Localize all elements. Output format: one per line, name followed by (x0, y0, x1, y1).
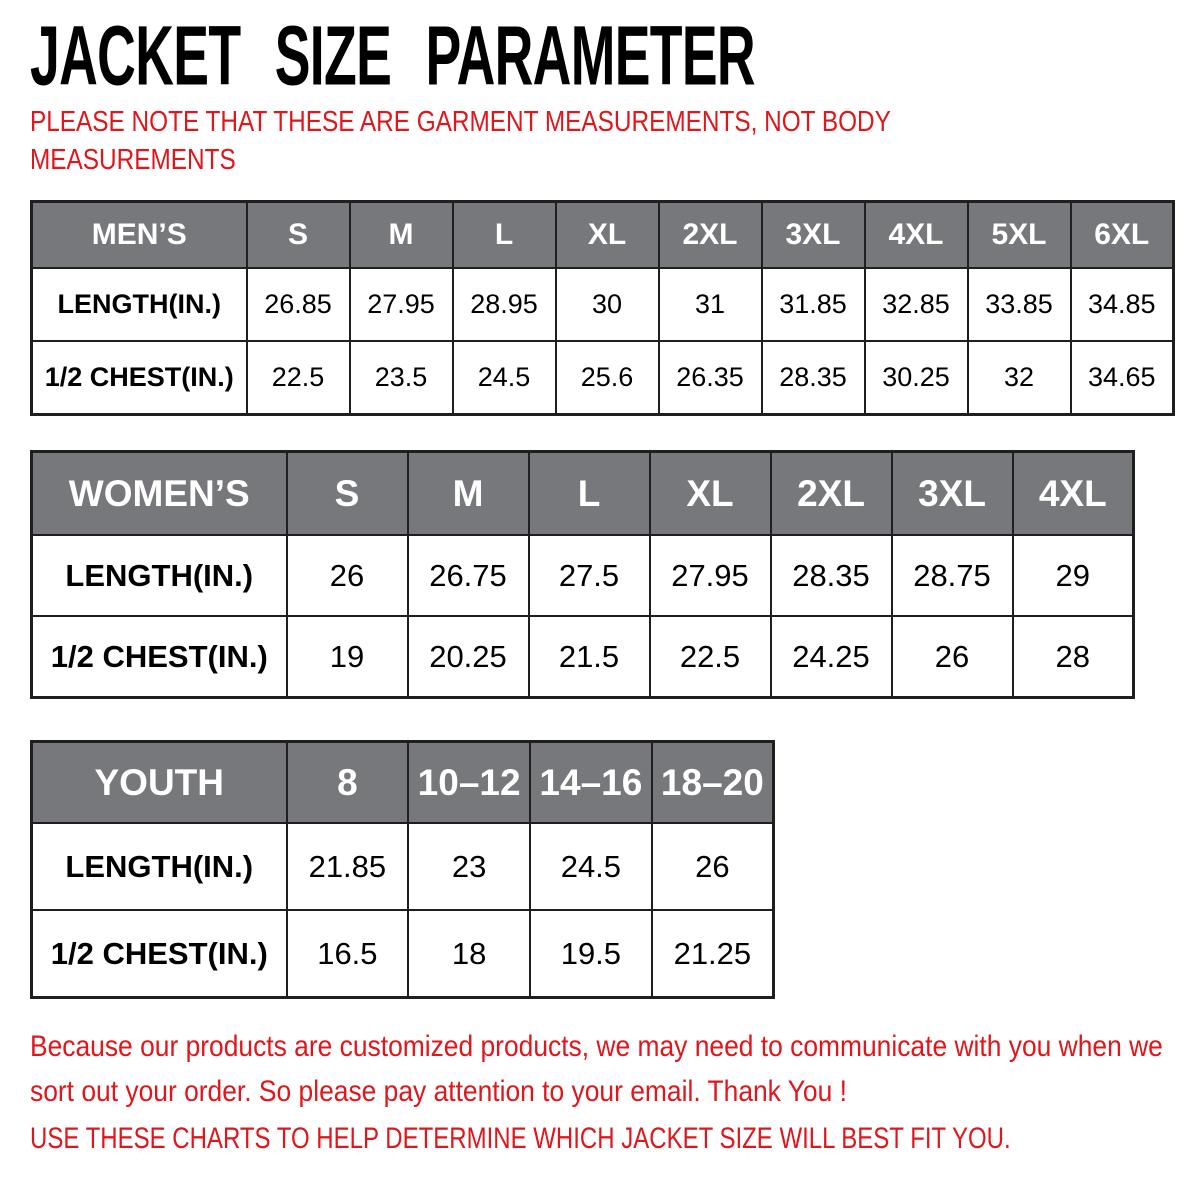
value-cell: 21.25 (652, 910, 774, 998)
value-cell: 30 (556, 268, 659, 341)
value-cell: 24.5 (453, 341, 556, 415)
value-cell: 19 (287, 616, 408, 698)
mens-size-header-3xl: 3XL (762, 202, 865, 269)
womens-chest-row (32, 616, 1134, 698)
value-cell: 28.35 (771, 535, 892, 616)
womens-size-header-l: L (529, 452, 650, 536)
value-cell: 32.85 (865, 268, 968, 341)
youth-size-header-10-12: 10–12 (408, 742, 530, 824)
mens-size-header-2xl: 2XL (659, 202, 762, 269)
page-title: JACKET SIZE PARAMETER (30, 8, 755, 103)
mens-length-row (32, 268, 1174, 341)
youth-size-header-14-16: 14–16 (530, 742, 652, 824)
value-cell: 19.5 (530, 910, 652, 998)
value-cell: 26 (287, 535, 408, 616)
mens-size-table (30, 200, 1175, 416)
value-cell: 24.5 (530, 823, 652, 910)
youth-length-row (32, 823, 774, 910)
value-cell: 16.5 (287, 910, 409, 998)
value-cell: 28.35 (762, 341, 865, 415)
value-cell: 31.85 (762, 268, 865, 341)
womens-header-row (32, 452, 1134, 536)
value-cell: 26.35 (659, 341, 762, 415)
womens-size-table (30, 450, 1135, 699)
row-label-cell: LENGTH(IN.) (32, 535, 287, 616)
womens-size-header-3xl: 3XL (892, 452, 1013, 536)
womens-length-row (32, 535, 1134, 616)
womens-size-header-4xl: 4XL (1013, 452, 1134, 536)
mens-size-header-6xl: 6XL (1071, 202, 1174, 269)
value-cell: 21.5 (529, 616, 650, 698)
womens-size-header-xl: XL (650, 452, 771, 536)
value-cell: 27.95 (650, 535, 771, 616)
mens-table-title-cell: MEN’S (32, 202, 247, 269)
value-cell: 30.25 (865, 341, 968, 415)
womens-size-header-s: S (287, 452, 408, 536)
value-cell: 27.5 (529, 535, 650, 616)
value-cell: 20.25 (408, 616, 529, 698)
mens-size-header-xl: XL (556, 202, 659, 269)
row-label-cell: LENGTH(IN.) (32, 268, 247, 341)
value-cell: 31 (659, 268, 762, 341)
row-label-cell: LENGTH(IN.) (32, 823, 287, 910)
row-label-cell: 1/2 CHEST(IN.) (32, 616, 287, 698)
value-cell: 26.75 (408, 535, 529, 616)
garment-measurement-note: PLEASE NOTE THAT THESE ARE GARMENT MEASUREMENTS, NOT BODY MEASUREMENTS (30, 106, 891, 177)
youth-size-table (30, 740, 775, 999)
womens-size-header-m: M (408, 452, 529, 536)
youth-size-header-8: 8 (287, 742, 409, 824)
chart-usage-note: USE THESE CHARTS TO HELP DETERMINE WHICH JACKET SIZE WILL BEST FIT YOU. (30, 1122, 1011, 1155)
value-cell: 18 (408, 910, 530, 998)
value-cell: 27.95 (350, 268, 453, 341)
row-label-cell: 1/2 CHEST(IN.) (32, 910, 287, 998)
value-cell: 26.85 (247, 268, 350, 341)
mens-chest-row (32, 341, 1174, 415)
mens-size-header-4xl: 4XL (865, 202, 968, 269)
value-cell: 33.85 (968, 268, 1071, 341)
youth-header-row (32, 742, 774, 824)
womens-table-title-cell: WOMEN’S (32, 452, 287, 536)
value-cell: 22.5 (247, 341, 350, 415)
value-cell: 28.75 (892, 535, 1013, 616)
value-cell: 26 (892, 616, 1013, 698)
youth-chest-row (32, 910, 774, 998)
value-cell: 21.85 (287, 823, 409, 910)
value-cell: 22.5 (650, 616, 771, 698)
customization-notice: Because our products are customized products, we may need to communicate with you when we sort out your order. So please pay attention to your email. Thank You ! (30, 1030, 1163, 1108)
value-cell: 29 (1013, 535, 1134, 616)
mens-header-row (32, 202, 1174, 269)
youth-table-title-cell: YOUTH (32, 742, 287, 824)
value-cell: 25.6 (556, 341, 659, 415)
mens-size-header-l: L (453, 202, 556, 269)
value-cell: 32 (968, 341, 1071, 415)
womens-size-header-2xl: 2XL (771, 452, 892, 536)
row-label-cell: 1/2 CHEST(IN.) (32, 341, 247, 415)
youth-size-header-18-20: 18–20 (652, 742, 774, 824)
value-cell: 23 (408, 823, 530, 910)
value-cell: 24.25 (771, 616, 892, 698)
value-cell: 26 (652, 823, 774, 910)
value-cell: 23.5 (350, 341, 453, 415)
mens-size-header-s: S (247, 202, 350, 269)
value-cell: 28.95 (453, 268, 556, 341)
value-cell: 28 (1013, 616, 1134, 698)
mens-size-header-m: M (350, 202, 453, 269)
value-cell: 34.65 (1071, 341, 1174, 415)
mens-size-header-5xl: 5XL (968, 202, 1071, 269)
value-cell: 34.85 (1071, 268, 1174, 341)
